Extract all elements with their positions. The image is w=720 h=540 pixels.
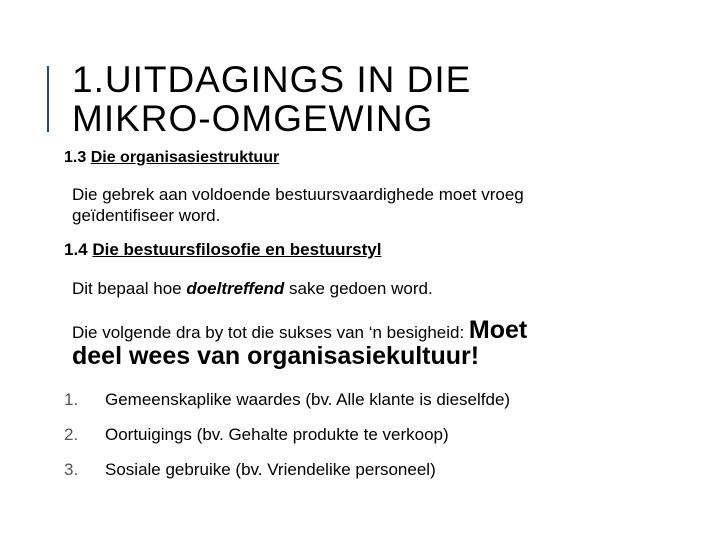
section-1-3-title: Die organisasiestruktuur xyxy=(90,149,280,166)
list-text: Gemeenskaplike waardes (bv. Alle klante is dieselfde) xyxy=(105,390,511,409)
section-1-3-body xyxy=(72,184,524,226)
title-line-1: 1.UITDAGINGS IN DIE xyxy=(72,59,472,100)
list-number: 3. xyxy=(64,460,79,479)
list-item xyxy=(64,460,436,480)
section-1-4-heading xyxy=(64,240,381,260)
list-text: Sosiale gebruike (bv. Vriendelike personeel) xyxy=(105,460,436,479)
title-line-2: MIKRO-OMGEWING xyxy=(72,98,434,139)
section-1-3-number: 1.3 xyxy=(64,149,87,166)
section-1-3-heading xyxy=(64,149,279,167)
section-1-3-line-1: Die gebrek aan voldoende bestuursvaardighede moet vroeg xyxy=(72,185,524,204)
intro-big-text: Moet xyxy=(468,316,528,344)
section-1-4-body xyxy=(72,279,433,299)
body-text-before: Dit bepaal hoe xyxy=(72,279,187,298)
list-item xyxy=(64,390,510,410)
list-text: Oortuigings (bv. Gehalte produkte te verkoop) xyxy=(105,425,449,444)
intro-line xyxy=(72,316,527,345)
list-item xyxy=(64,425,449,445)
list-number: 1. xyxy=(64,390,79,409)
list-number: 2. xyxy=(64,425,79,444)
intro-text: Die volgende dra by tot die sukses van ‘n besigheid: xyxy=(72,323,469,342)
body-text-after: sake gedoen word. xyxy=(284,279,433,298)
slide-title xyxy=(72,60,471,138)
intro-line-2: deel wees van organisasiekultuur! xyxy=(72,342,480,370)
section-1-4-title: Die bestuursfilosofie en bestuurstyl xyxy=(92,240,382,259)
title-accent-bar xyxy=(47,66,49,132)
body-emphasis: doeltreffend xyxy=(186,279,285,298)
section-1-3-line-2: geïdentifiseer word. xyxy=(72,206,221,225)
section-1-4-number: 1.4 xyxy=(64,240,88,259)
